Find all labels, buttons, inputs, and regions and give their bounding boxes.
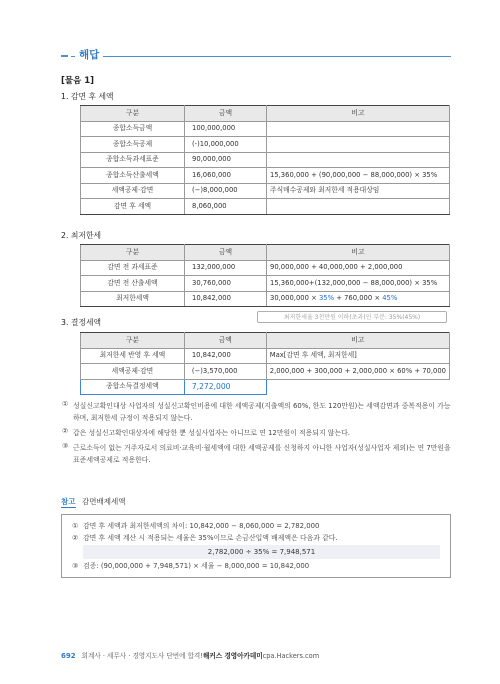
final-tax-amount: 7,272,000 (184, 379, 266, 395)
column-header: 비고 (267, 106, 450, 122)
notes-list (62, 400, 452, 469)
note-text: 근로소득이 없는 거주자로서 의료비·교육비·월세액에 대한 세액공제를 신청하지 아니한 사업자(성실사업자 제외)는 연 7만원을 표준세액공제로 적용한다. (73, 444, 451, 464)
note-number: ③ (62, 442, 69, 450)
table-row (81, 260, 450, 276)
row-amount: (-)10,000,000 (185, 137, 267, 153)
header-rule (61, 56, 451, 57)
table-row (81, 137, 450, 153)
list-item (72, 520, 440, 532)
page-footer (61, 652, 319, 661)
section-title-3: 3. 결정세액 (61, 318, 102, 327)
table-row (81, 291, 450, 307)
row-note: 90,000,000 + 40,000,000 + 2,000,000 (267, 260, 450, 276)
table-row (81, 348, 450, 364)
final-tax-label: 종합소득결정세액 (81, 379, 185, 395)
page-number: 692 (61, 652, 76, 660)
table-section-1 (80, 105, 450, 215)
row-note: Max[감면 후 세액, 최저한세] (266, 348, 449, 364)
row-note (267, 137, 450, 153)
list-item (62, 427, 452, 439)
ref-text: 검증: (90,000,000 + 7,948,571) × 세율 − 8,000,000 = 10,842,000 (83, 562, 310, 570)
row-amount: 132,000,000 (185, 260, 267, 276)
row-amount: 10,842,000 (185, 291, 267, 307)
column-header: 금액 (185, 106, 267, 122)
row-amount: (−)3,570,000 (184, 364, 266, 380)
column-header: 금액 (185, 245, 267, 261)
page-title: 해답 (75, 48, 103, 62)
row-note (267, 121, 450, 137)
ref-number: ② (72, 534, 79, 542)
row-label: 세액공제·감면 (81, 364, 185, 380)
ref-text: 감면 후 세액과 최저한세액의 차이: 10,842,000 − 8,060,000 = 2,782,000 (83, 522, 320, 530)
note-text: 성실신고확인대상 사업자의 성실신고확인비용에 대한 세액공제(지출액의 60%, 한도 120만원)는 세액감면과 중복적용이 가능하며, 최저한세 규정이 적용되지 않는다. (73, 402, 451, 422)
row-label: 종합소득금액 (81, 121, 185, 137)
row-amount: 100,000,000 (185, 121, 267, 137)
footer-text: 회계사 · 세무사 · 경영지도사 단번에 합격! (81, 652, 203, 661)
table-section-3 (80, 332, 450, 395)
rate-highlight: 45% (382, 294, 398, 303)
row-note: 15,360,000+(132,000,000 − 88,000,000) × 35% (267, 276, 450, 292)
table-row (81, 183, 450, 199)
table-row (81, 121, 450, 137)
row-label: 감면 전 과세표준 (81, 260, 185, 276)
note-text: 30,000,000 × (270, 294, 319, 303)
row-label: 감면 전 산출세액 (81, 276, 185, 292)
list-item (72, 532, 440, 544)
section-title-1: 1. 감면 후 세액 (61, 92, 114, 101)
row-amount: 8,060,000 (185, 199, 267, 215)
reference-box (61, 514, 451, 578)
row-note (267, 199, 450, 215)
table-row (81, 152, 450, 168)
column-header: 구분 (81, 245, 185, 261)
row-amount: 30,760,000 (185, 276, 267, 292)
row-label: 세액공제·감면 (81, 183, 185, 199)
list-item (72, 560, 440, 572)
column-header: 금액 (184, 333, 266, 349)
row-label: 종합소득공제 (81, 137, 185, 153)
rate-callout: 최저한세율 3천만원 이하(초과)인 부분: 35%(45%) (257, 311, 447, 323)
note-text: + 760,000 × (334, 294, 383, 303)
note-number: ② (62, 427, 69, 435)
row-note: 15,360,000 + (90,000,000 − 88,000,000) × 35% (267, 168, 450, 184)
row-note: 2,000,000 + 300,000 + 2,000,000 × 60% + 70,000 (266, 364, 449, 380)
row-amount: 90,000,000 (185, 152, 267, 168)
rate-highlight: 35% (318, 294, 335, 303)
row-note: 주식매수공제와 최저한세 적용대상임 (267, 183, 450, 199)
header-mark-icon (61, 51, 71, 61)
ref-number: ③ (72, 562, 79, 570)
table-section-2 (80, 244, 450, 307)
reference-title: 감면배제세액 (82, 497, 126, 506)
column-header: 비고 (267, 245, 450, 261)
footer-url: cpa.Hackers.com (262, 652, 320, 661)
list-item (62, 400, 452, 424)
table-row (81, 199, 450, 215)
row-label: 최저한세 반영 후 세액 (81, 348, 185, 364)
footer-brand: 해커스 경영아카데미 (202, 652, 263, 661)
table-row (81, 364, 450, 380)
table-row (81, 379, 450, 395)
row-label: 종합소득과세표준 (81, 152, 185, 168)
column-header: 구분 (81, 333, 185, 349)
note-number: ① (62, 400, 69, 408)
row-note (267, 152, 450, 168)
column-header: 구분 (81, 106, 185, 122)
table-row (81, 168, 450, 184)
row-label: 감면 후 세액 (81, 199, 185, 215)
row-note (267, 291, 450, 307)
calculation-box: 2,782,000 ÷ 35% = 7,948,571 (83, 545, 440, 559)
row-amount: 16,060,000 (185, 168, 267, 184)
table-row (81, 276, 450, 292)
reference-tag: 참고 (61, 497, 76, 508)
ref-number: ① (72, 522, 79, 530)
section-title-2: 2. 최저한세 (61, 231, 102, 240)
ref-text: 감면 후 세액 계산 시 적용되는 세율은 35%이므로 손금산입액 배제액은 다음과 같다. (83, 534, 338, 542)
list-item (62, 442, 452, 466)
question-label: [물음 1] (61, 76, 95, 86)
row-note (266, 379, 449, 395)
row-amount: (−)8,000,000 (185, 183, 267, 199)
note-text: 갑은 성실신고확인대상자에 해당한 뿐 성실사업자는 아니므로 연 12만원이 적용되지 않는다. (73, 429, 350, 437)
column-header: 비고 (266, 333, 449, 349)
row-label: 종합소득산출세액 (81, 168, 185, 184)
row-label: 최저한세액 (81, 291, 185, 307)
row-amount: 10,842,000 (184, 348, 266, 364)
